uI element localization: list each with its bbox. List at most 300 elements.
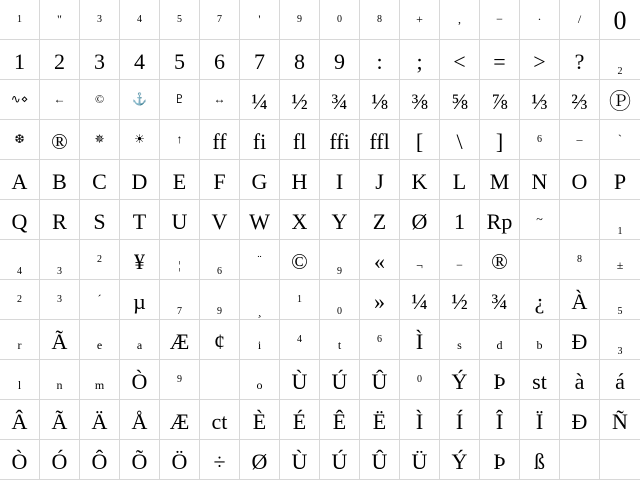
glyph-cell[interactable] — [320, 200, 360, 240]
glyph-character: Ó — [51, 449, 68, 474]
glyph-cell[interactable] — [520, 440, 560, 480]
glyph-cell[interactable] — [560, 240, 600, 280]
glyph-cell[interactable] — [280, 40, 320, 80]
glyph-cell[interactable] — [120, 440, 160, 480]
glyph-cell[interactable] — [280, 240, 320, 280]
glyph-character: " — [57, 12, 62, 26]
glyph-cell[interactable] — [280, 160, 320, 200]
glyph-cell[interactable] — [520, 320, 560, 360]
glyph-cell[interactable] — [200, 440, 240, 480]
glyph-cell[interactable] — [280, 440, 320, 480]
glyph-cell[interactable] — [320, 240, 360, 280]
glyph-cell[interactable] — [480, 0, 520, 40]
glyph-character: V — [211, 209, 228, 234]
glyph-cell[interactable] — [160, 160, 200, 200]
glyph-character: ♇ — [174, 92, 185, 106]
glyph-character: ¿ — [534, 289, 545, 314]
glyph-character: Ⓟ — [608, 89, 631, 114]
glyph-cell[interactable] — [160, 280, 200, 320]
glyph-cell[interactable] — [480, 400, 520, 440]
glyph-character: « — [374, 249, 385, 274]
glyph-character: m — [94, 378, 105, 392]
glyph-character: ½ — [291, 89, 308, 114]
glyph-cell[interactable] — [600, 400, 640, 440]
glyph-cell[interactable] — [360, 40, 400, 80]
glyph-cell[interactable] — [120, 240, 160, 280]
glyph-cell[interactable] — [520, 120, 560, 160]
glyph-cell[interactable] — [400, 400, 440, 440]
glyph-character: a — [136, 338, 143, 352]
glyph-cell[interactable] — [40, 0, 80, 40]
glyph-cell[interactable] — [200, 120, 240, 160]
glyph-character: = — [493, 49, 506, 74]
glyph-cell[interactable] — [360, 400, 400, 440]
glyph-cell[interactable] — [560, 360, 600, 400]
glyph-cell[interactable] — [80, 160, 120, 200]
glyph-character: ¼ — [411, 289, 428, 314]
glyph-character: ¢ — [214, 329, 225, 354]
glyph-cell[interactable] — [560, 160, 600, 200]
glyph-cell[interactable] — [120, 320, 160, 360]
glyph-cell[interactable] — [0, 280, 40, 320]
glyph-character: 0 — [417, 374, 422, 385]
glyph-cell[interactable] — [80, 360, 120, 400]
glyph-character: Î — [495, 409, 504, 434]
glyph-cell[interactable] — [280, 80, 320, 120]
glyph-cell[interactable] — [400, 200, 440, 240]
glyph-character: Ù — [291, 449, 308, 474]
glyph-cell[interactable] — [480, 200, 520, 240]
glyph-cell[interactable] — [600, 280, 640, 320]
glyph-character: Ø — [251, 449, 268, 474]
glyph-character: Ò — [11, 449, 28, 474]
glyph-cell[interactable] — [440, 120, 480, 160]
glyph-cell[interactable] — [360, 160, 400, 200]
glyph-character: ? — [574, 49, 585, 74]
glyph-cell[interactable] — [320, 360, 360, 400]
glyph-character: B — [52, 169, 67, 194]
glyph-cell[interactable] — [280, 200, 320, 240]
glyph-character: ¼ — [251, 89, 268, 114]
glyph-cell[interactable] — [240, 0, 280, 40]
glyph-cell[interactable] — [400, 280, 440, 320]
glyph-cell[interactable] — [440, 400, 480, 440]
glyph-cell[interactable] — [240, 120, 280, 160]
glyph-character: Ú — [331, 449, 348, 474]
glyph-cell[interactable] — [360, 440, 400, 480]
glyph-cell[interactable] — [480, 280, 520, 320]
glyph-character: G — [251, 169, 268, 194]
glyph-character: / — [577, 12, 582, 26]
glyph-cell[interactable] — [440, 200, 480, 240]
glyph-cell[interactable] — [560, 0, 600, 40]
glyph-cell[interactable] — [600, 40, 640, 80]
glyph-cell[interactable] — [320, 440, 360, 480]
glyph-cell[interactable] — [40, 280, 80, 320]
glyph-character: 6 — [217, 266, 222, 277]
glyph-cell[interactable] — [600, 160, 640, 200]
glyph-character: ✵ — [94, 132, 105, 146]
glyph-character: C — [92, 169, 107, 194]
glyph-cell[interactable] — [120, 80, 160, 120]
glyph-cell[interactable] — [400, 120, 440, 160]
glyph-cell[interactable] — [600, 240, 640, 280]
glyph-cell[interactable] — [600, 120, 640, 160]
glyph-cell[interactable] — [320, 40, 360, 80]
glyph-character: o — [256, 378, 263, 392]
glyph-cell[interactable] — [200, 0, 240, 40]
glyph-cell[interactable] — [40, 240, 80, 280]
glyph-cell[interactable] — [80, 400, 120, 440]
glyph-cell[interactable] — [0, 200, 40, 240]
glyph-character: É — [292, 409, 307, 434]
glyph-character: 7 — [254, 49, 265, 74]
glyph-cell[interactable] — [320, 400, 360, 440]
glyph-cell[interactable] — [320, 120, 360, 160]
glyph-character: 9 — [177, 374, 182, 385]
glyph-character: 3 — [97, 14, 102, 25]
glyph-cell[interactable] — [440, 80, 480, 120]
glyph-cell[interactable] — [240, 440, 280, 480]
glyph-character: 2 — [97, 254, 102, 265]
glyph-cell[interactable] — [40, 200, 80, 240]
glyph-cell[interactable] — [320, 160, 360, 200]
glyph-cell[interactable] — [400, 240, 440, 280]
glyph-cell[interactable] — [280, 0, 320, 40]
glyph-cell[interactable] — [40, 320, 80, 360]
glyph-character: Z — [372, 209, 387, 234]
glyph-cell[interactable] — [360, 80, 400, 120]
glyph-cell[interactable] — [240, 320, 280, 360]
glyph-cell[interactable] — [600, 80, 640, 120]
glyph-cell[interactable] — [160, 440, 200, 480]
glyph-character: L — [452, 169, 467, 194]
glyph-character: ffl — [369, 129, 390, 154]
glyph-cell[interactable] — [80, 320, 120, 360]
glyph-cell[interactable] — [40, 80, 80, 120]
glyph-character: b — [536, 338, 543, 352]
glyph-character: t — [337, 338, 342, 352]
glyph-cell[interactable] — [80, 40, 120, 80]
glyph-cell[interactable] — [320, 80, 360, 120]
glyph-cell[interactable] — [0, 320, 40, 360]
glyph-cell[interactable] — [320, 0, 360, 40]
glyph-cell[interactable] — [360, 320, 400, 360]
glyph-character: T — [132, 209, 147, 234]
glyph-character: 2 — [54, 49, 65, 74]
glyph-character: + — [416, 12, 423, 26]
glyph-character: ❆ — [14, 132, 25, 146]
glyph-character: Rp — [486, 209, 513, 234]
glyph-character: 1 — [454, 209, 465, 234]
glyph-cell[interactable] — [480, 160, 520, 200]
glyph-cell[interactable] — [480, 240, 520, 280]
glyph-cell[interactable] — [440, 360, 480, 400]
glyph-character: Ñ — [612, 409, 628, 434]
glyph-character: 3 — [94, 49, 105, 74]
glyph-cell[interactable] — [280, 400, 320, 440]
glyph-cell[interactable] — [160, 0, 200, 40]
glyph-character: Ò — [131, 369, 148, 394]
glyph-cell[interactable] — [160, 240, 200, 280]
glyph-cell[interactable] — [480, 360, 520, 400]
glyph-cell[interactable] — [200, 40, 240, 80]
glyph-character: ½ — [451, 289, 468, 314]
glyph-cell[interactable] — [160, 200, 200, 240]
glyph-character: st — [532, 369, 547, 394]
glyph-cell[interactable] — [360, 240, 400, 280]
glyph-character: Ý — [451, 369, 468, 394]
glyph-cell[interactable] — [0, 440, 40, 480]
glyph-character: H — [291, 169, 308, 194]
glyph-cell[interactable] — [480, 440, 520, 480]
glyph-cell[interactable] — [560, 400, 600, 440]
glyph-cell[interactable] — [600, 0, 640, 40]
glyph-character: Å — [131, 409, 148, 434]
glyph-character: − — [456, 258, 463, 272]
glyph-character: fl — [292, 129, 307, 154]
glyph-cell[interactable] — [120, 200, 160, 240]
glyph-cell[interactable] — [200, 280, 240, 320]
glyph-cell[interactable] — [200, 400, 240, 440]
glyph-cell[interactable] — [600, 360, 640, 400]
glyph-cell[interactable] — [280, 120, 320, 160]
glyph-cell[interactable] — [520, 360, 560, 400]
glyph-character: M — [489, 169, 510, 194]
glyph-cell[interactable] — [280, 360, 320, 400]
glyph-cell[interactable] — [80, 240, 120, 280]
glyph-cell[interactable] — [80, 200, 120, 240]
glyph-cell[interactable] — [240, 80, 280, 120]
glyph-cell[interactable] — [200, 360, 240, 400]
glyph-character: Ä — [91, 409, 108, 434]
glyph-cell[interactable] — [440, 440, 480, 480]
glyph-cell[interactable] — [120, 160, 160, 200]
glyph-character: ⅜ — [411, 89, 428, 114]
glyph-character: 8 — [577, 254, 582, 265]
glyph-cell[interactable] — [160, 360, 200, 400]
glyph-cell[interactable] — [0, 40, 40, 80]
glyph-cell[interactable] — [400, 40, 440, 80]
glyph-character: Û — [371, 449, 388, 474]
glyph-cell[interactable] — [520, 280, 560, 320]
glyph-cell[interactable] — [0, 80, 40, 120]
glyph-cell[interactable] — [400, 0, 440, 40]
glyph-cell[interactable] — [40, 160, 80, 200]
glyph-cell[interactable] — [0, 240, 40, 280]
glyph-character: n — [56, 378, 63, 392]
glyph-cell[interactable] — [240, 400, 280, 440]
glyph-character: ⅝ — [451, 89, 468, 114]
glyph-cell[interactable] — [520, 0, 560, 40]
glyph-character: i — [257, 338, 262, 352]
glyph-character: ¸ — [257, 304, 262, 318]
glyph-character: Æ — [169, 409, 190, 434]
glyph-character: ¦ — [178, 258, 181, 272]
glyph-cell[interactable] — [480, 120, 520, 160]
glyph-cell[interactable] — [520, 200, 560, 240]
glyph-character: 6 — [537, 134, 542, 145]
glyph-cell[interactable] — [120, 40, 160, 80]
glyph-cell[interactable] — [240, 280, 280, 320]
glyph-cell[interactable] — [560, 40, 600, 80]
glyph-character: 3 — [617, 346, 623, 357]
glyph-cell[interactable] — [440, 0, 480, 40]
glyph-cell[interactable] — [360, 200, 400, 240]
glyph-cell[interactable] — [120, 0, 160, 40]
glyph-character: Ì — [415, 409, 424, 434]
glyph-cell[interactable] — [560, 120, 600, 160]
glyph-cell[interactable] — [80, 120, 120, 160]
glyph-character: D — [131, 169, 148, 194]
glyph-cell[interactable] — [560, 80, 600, 120]
glyph-cell[interactable] — [40, 400, 80, 440]
glyph-character: Û — [371, 369, 388, 394]
glyph-cell[interactable] — [320, 280, 360, 320]
glyph-cell[interactable] — [0, 400, 40, 440]
glyph-cell[interactable] — [200, 200, 240, 240]
glyph-cell[interactable] — [40, 40, 80, 80]
glyph-cell[interactable] — [200, 320, 240, 360]
glyph-character: − — [496, 12, 503, 26]
glyph-character: 9 — [337, 266, 342, 277]
glyph-character: 7 — [177, 306, 182, 317]
glyph-character: E — [172, 169, 187, 194]
glyph-cell[interactable] — [240, 360, 280, 400]
glyph-character: Ð — [571, 329, 588, 354]
glyph-cell[interactable] — [400, 160, 440, 200]
glyph-cell[interactable] — [160, 120, 200, 160]
glyph-cell[interactable] — [600, 440, 640, 480]
glyph-cell[interactable] — [160, 40, 200, 80]
glyph-character: µ — [133, 289, 146, 314]
glyph-cell[interactable] — [480, 80, 520, 120]
glyph-cell[interactable] — [520, 40, 560, 80]
glyph-cell[interactable] — [80, 440, 120, 480]
glyph-cell[interactable] — [120, 400, 160, 440]
glyph-cell[interactable] — [400, 440, 440, 480]
glyph-character: ⅞ — [491, 89, 508, 114]
glyph-character: Ý — [451, 449, 468, 474]
glyph-character: 6 — [214, 49, 225, 74]
glyph-cell[interactable] — [0, 120, 40, 160]
glyph-character: W — [249, 209, 270, 234]
glyph-character: ÷ — [213, 449, 226, 474]
glyph-cell[interactable] — [480, 40, 520, 80]
glyph-cell[interactable] — [560, 280, 600, 320]
glyph-character: · — [537, 12, 542, 26]
glyph-cell[interactable] — [80, 0, 120, 40]
glyph-character: ⅔ — [571, 89, 588, 114]
glyph-cell[interactable] — [80, 280, 120, 320]
glyph-cell[interactable] — [520, 80, 560, 120]
glyph-character: Ã — [51, 329, 68, 354]
glyph-cell[interactable] — [360, 360, 400, 400]
glyph-cell[interactable] — [200, 240, 240, 280]
glyph-cell[interactable] — [120, 360, 160, 400]
glyph-cell[interactable] — [360, 120, 400, 160]
glyph-cell[interactable] — [80, 80, 120, 120]
glyph-cell[interactable] — [120, 120, 160, 160]
glyph-cell[interactable] — [440, 160, 480, 200]
glyph-cell[interactable] — [600, 320, 640, 360]
glyph-character: Í — [455, 409, 464, 434]
glyph-cell[interactable] — [240, 160, 280, 200]
glyph-cell[interactable] — [560, 440, 600, 480]
glyph-character: , — [458, 12, 461, 26]
glyph-character: 2 — [17, 294, 22, 305]
glyph-cell[interactable] — [600, 200, 640, 240]
glyph-cell[interactable] — [440, 320, 480, 360]
glyph-cell[interactable] — [360, 280, 400, 320]
glyph-character: » — [374, 289, 385, 314]
glyph-character: 9 — [217, 306, 222, 317]
glyph-character: ; — [416, 49, 423, 74]
glyph-character: ¬ — [416, 258, 423, 272]
glyph-character: : — [376, 49, 383, 74]
glyph-cell[interactable] — [240, 240, 280, 280]
glyph-character: 2 — [617, 66, 623, 77]
glyph-cell[interactable] — [320, 320, 360, 360]
glyph-cell[interactable] — [440, 280, 480, 320]
glyph-character: Ã — [51, 409, 68, 434]
glyph-character: ± — [616, 258, 624, 272]
glyph-character: 0 — [613, 6, 627, 35]
glyph-character: s — [457, 338, 462, 352]
glyph-character: 6 — [377, 334, 382, 345]
glyph-character: Â — [11, 409, 28, 434]
glyph-cell[interactable] — [160, 80, 200, 120]
glyph-cell[interactable] — [480, 320, 520, 360]
glyph-cell[interactable] — [160, 320, 200, 360]
glyph-cell[interactable] — [520, 400, 560, 440]
glyph-character: U — [171, 209, 188, 234]
glyph-cell[interactable] — [280, 320, 320, 360]
glyph-character: Ð — [571, 409, 588, 434]
glyph-cell[interactable] — [200, 160, 240, 200]
glyph-character: Õ — [131, 449, 148, 474]
glyph-cell[interactable] — [240, 200, 280, 240]
glyph-cell[interactable] — [280, 280, 320, 320]
glyph-character: Ë — [372, 409, 387, 434]
glyph-cell[interactable] — [240, 40, 280, 80]
glyph-cell[interactable] — [0, 0, 40, 40]
glyph-cell[interactable] — [200, 80, 240, 120]
glyph-cell[interactable] — [360, 0, 400, 40]
glyph-cell[interactable] — [120, 280, 160, 320]
glyph-character: P — [613, 169, 627, 194]
glyph-character: R — [52, 209, 67, 234]
glyph-cell[interactable] — [520, 240, 560, 280]
glyph-cell[interactable] — [400, 360, 440, 400]
glyph-cell[interactable] — [520, 160, 560, 200]
glyph-character: ¨ — [257, 252, 262, 266]
glyph-cell[interactable] — [560, 200, 600, 240]
glyph-cell[interactable] — [400, 80, 440, 120]
glyph-cell[interactable] — [0, 160, 40, 200]
glyph-cell[interactable] — [160, 400, 200, 440]
glyph-cell[interactable] — [400, 320, 440, 360]
glyph-cell[interactable] — [40, 120, 80, 160]
glyph-character: Þ — [493, 449, 506, 474]
glyph-character: Y — [331, 209, 348, 234]
glyph-cell[interactable] — [560, 320, 600, 360]
glyph-cell[interactable] — [0, 360, 40, 400]
glyph-cell[interactable] — [40, 360, 80, 400]
glyph-cell[interactable] — [40, 440, 80, 480]
glyph-cell[interactable] — [440, 40, 480, 80]
glyph-cell[interactable] — [440, 240, 480, 280]
